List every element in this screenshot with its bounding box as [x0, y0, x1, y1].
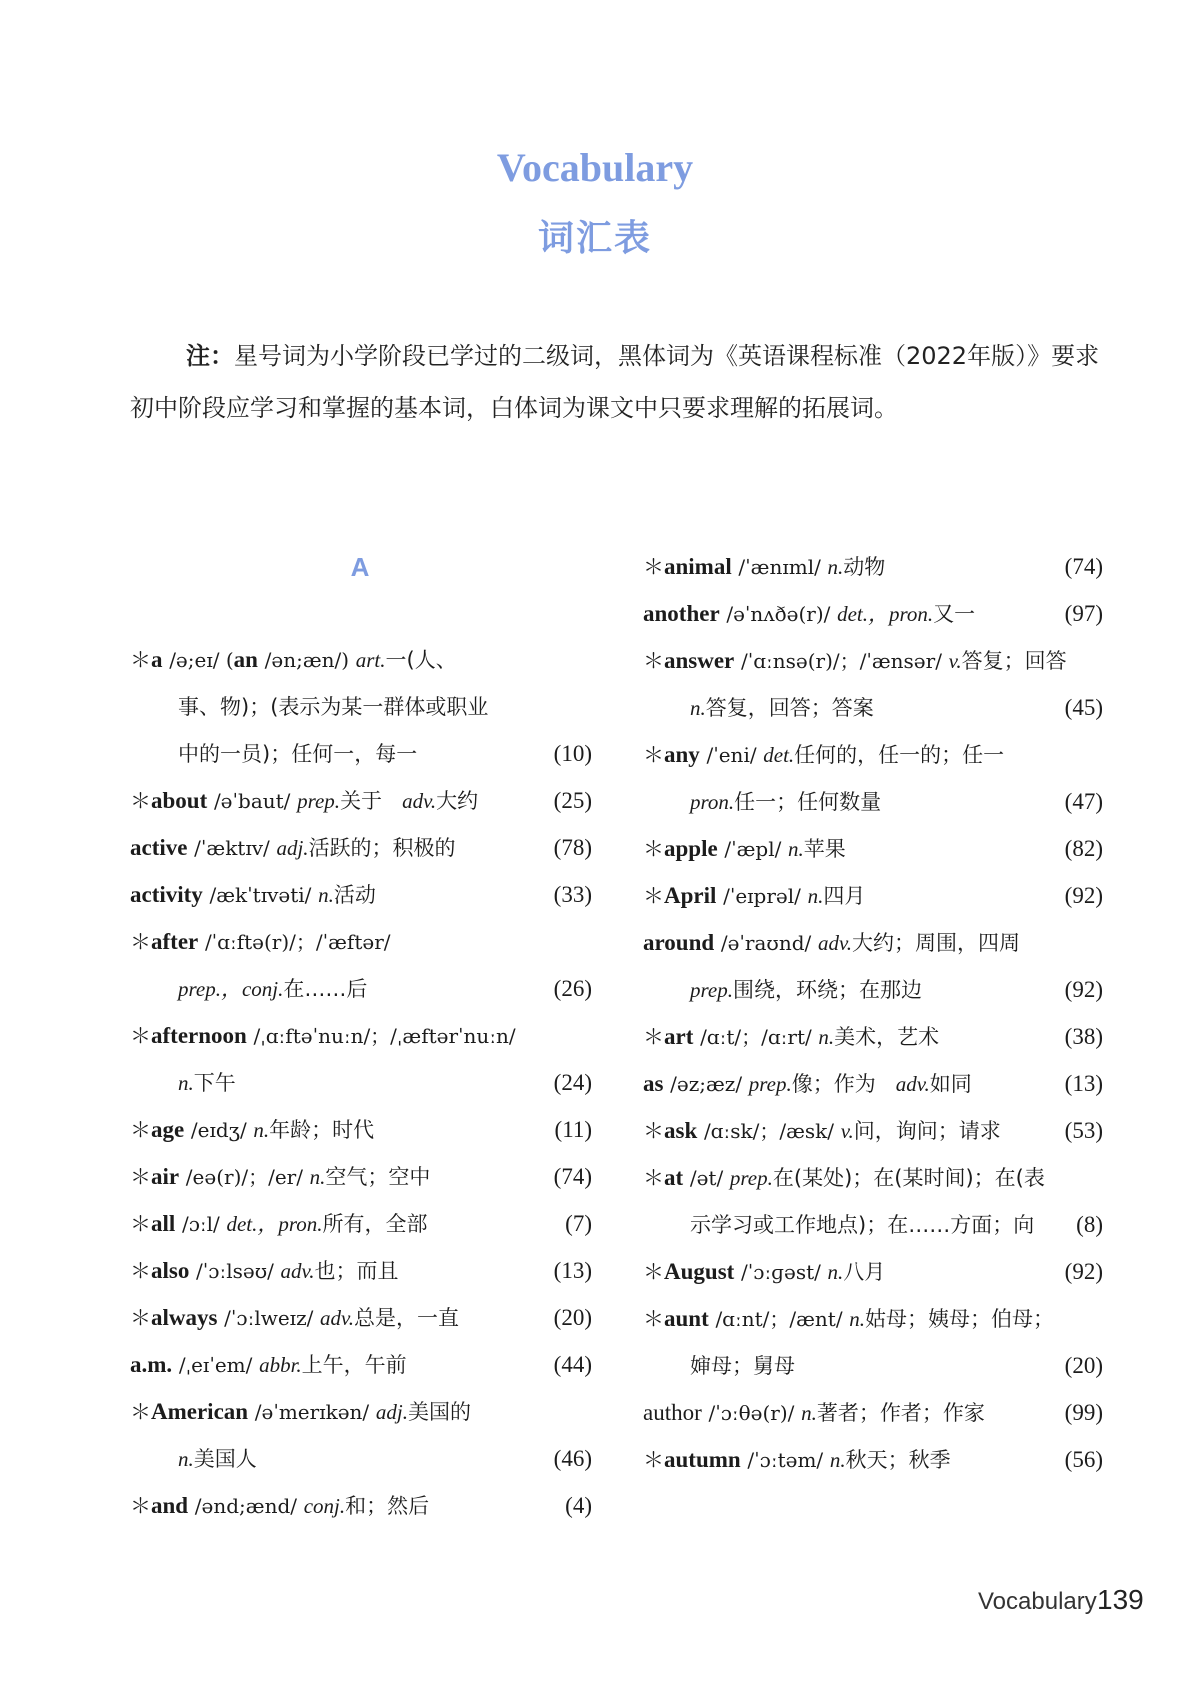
- headword: air: [151, 1164, 180, 1189]
- headword: April: [664, 883, 717, 908]
- definition-2: 如同: [929, 1072, 972, 1096]
- star-mark: ＊: [643, 1260, 664, 1284]
- part-of-speech: adv.: [280, 1259, 315, 1283]
- part-of-speech-2: pron.: [690, 790, 735, 814]
- page-number: 139: [1097, 1584, 1144, 1615]
- part-of-speech: v.: [948, 649, 962, 673]
- page-ref: (4): [565, 1493, 592, 1518]
- star-mark: ＊: [643, 1166, 664, 1190]
- headword: apple: [664, 836, 718, 861]
- page-ref: (13): [553, 1258, 592, 1283]
- phonetic: /ˈɑːnsə(r)/；/ˈænsər/: [740, 649, 942, 673]
- phonetic: /ˈɔːtəm/: [747, 1448, 824, 1472]
- phonetic: /əz;æz/: [670, 1072, 743, 1096]
- definition: 美术，艺术: [834, 1025, 940, 1049]
- page-ref: (25): [553, 788, 592, 813]
- star-mark: ＊: [130, 1259, 151, 1283]
- part-of-speech: n.: [818, 1025, 835, 1049]
- part-of-speech: det.: [763, 743, 795, 767]
- definition: 著者；作者；作家: [816, 1401, 985, 1425]
- headword: ask: [664, 1118, 698, 1143]
- star-mark: ＊: [643, 1448, 664, 1472]
- page-ref: (46): [553, 1446, 592, 1471]
- star-mark: ＊: [643, 743, 664, 767]
- headword: American: [151, 1399, 249, 1424]
- page-ref: (24): [553, 1070, 592, 1095]
- part-of-speech: n.: [807, 884, 824, 908]
- footer-label: Vocabulary: [978, 1588, 1097, 1615]
- part-of-speech-2: n.: [178, 1447, 194, 1471]
- star-mark: ＊: [643, 555, 664, 579]
- part-of-speech: conj.: [303, 1494, 346, 1518]
- headword: at: [664, 1165, 684, 1190]
- phonetic: /ˈæktɪv/: [194, 836, 270, 860]
- part-of-speech: n.: [801, 1401, 817, 1425]
- phonetic: /ɔːl/: [181, 1212, 220, 1236]
- part-of-speech: art.: [355, 648, 386, 672]
- note-label: 注：: [186, 342, 234, 370]
- headword: about: [151, 788, 208, 813]
- headword-variant: an: [233, 647, 258, 672]
- definition: 活跃的；积极的: [308, 836, 456, 860]
- definition-2: 大约: [436, 789, 479, 813]
- page-ref: (82): [1064, 836, 1103, 861]
- definition: 四月: [823, 884, 866, 908]
- definition: 问，询问；请求: [853, 1119, 1001, 1143]
- definition: 在……后: [283, 977, 368, 1001]
- definition: 八月: [843, 1260, 886, 1284]
- headword: any: [664, 742, 700, 767]
- definition: 任何的，任一的；任一: [794, 743, 1005, 767]
- definition-cont: 示学习或工作地点)；在……方面；向: [690, 1213, 1035, 1237]
- star-mark: ＊: [130, 648, 151, 672]
- definition: 年龄；时代: [269, 1118, 375, 1142]
- headword: as: [643, 1071, 664, 1096]
- page-ref: (26): [553, 976, 592, 1001]
- phonetic: /ˌeɪˈem/: [178, 1353, 253, 1377]
- page-ref: (78): [553, 835, 592, 860]
- headword: age: [151, 1117, 185, 1142]
- phonetic: /əˈmerɪkən/: [254, 1400, 370, 1424]
- section-letter: A: [350, 552, 370, 582]
- headword: after: [151, 929, 199, 954]
- star-mark: ＊: [130, 1212, 151, 1236]
- headword: a.m.: [130, 1352, 173, 1377]
- phonetic: /eə(r)/；/er/: [185, 1165, 303, 1189]
- definition-2: 美国人: [193, 1447, 257, 1471]
- definition: 关于: [340, 789, 383, 813]
- part-of-speech-2: adv.: [402, 789, 437, 813]
- page-ref: (8): [1076, 1212, 1103, 1237]
- part-of-speech: adj.: [375, 1400, 408, 1424]
- phonetic: /ɑːnt/；/ænt/: [715, 1307, 843, 1331]
- part-of-speech: n.: [788, 837, 804, 861]
- phonetic: /ˈɑːftə(r)/；/ˈæftər/: [204, 930, 391, 954]
- note-paragraph: [130, 330, 1102, 434]
- part-of-speech: adv.: [817, 931, 852, 955]
- definition: 又一: [933, 602, 976, 626]
- headword: always: [151, 1305, 218, 1330]
- star-mark: ＊: [643, 884, 664, 908]
- page-ref: (20): [1064, 1353, 1103, 1378]
- part-of-speech: n.: [253, 1118, 270, 1142]
- headword: activity: [130, 882, 203, 907]
- phonetic: /ˈɔːlsəʊ/: [196, 1259, 274, 1283]
- definition-cont: 婶母；舅母: [690, 1354, 795, 1378]
- definition: 上午，午前: [301, 1353, 407, 1377]
- star-mark: ＊: [130, 1400, 151, 1424]
- headword: active: [130, 835, 188, 860]
- page-ref: (33): [553, 882, 592, 907]
- page-ref: (97): [1064, 601, 1103, 626]
- phonetic: /ət/: [689, 1166, 724, 1190]
- definition-2: 答复，回答；答案: [705, 696, 874, 720]
- part-of-speech-2: n.: [690, 696, 706, 720]
- definition: 活动: [333, 883, 376, 907]
- page-ref: (13): [1064, 1071, 1103, 1096]
- part-of-speech: prep.，conj.: [178, 977, 284, 1001]
- phonetic: /ənd;ænd/: [194, 1494, 297, 1518]
- definition: 和；然后: [345, 1494, 430, 1518]
- page-ref: (99): [1064, 1400, 1103, 1425]
- definition: 动物: [843, 555, 886, 579]
- phonetic: /ˈeɪprəl/: [723, 884, 801, 908]
- part-of-speech: v.: [840, 1119, 854, 1143]
- part-of-speech: n.: [849, 1307, 866, 1331]
- page-ref: (53): [1064, 1118, 1103, 1143]
- page-ref: (10): [553, 741, 592, 766]
- star-mark: ＊: [130, 1024, 151, 1048]
- phonetic-variant: /ən;æn/): [264, 648, 350, 672]
- definition: 也；而且: [314, 1259, 399, 1283]
- star-mark: ＊: [130, 930, 151, 954]
- definition: 像；作为: [791, 1072, 876, 1096]
- definition-2: 任一；任何数量: [734, 790, 882, 814]
- definition: 下午: [193, 1071, 236, 1095]
- star-mark: ＊: [643, 1307, 664, 1331]
- phonetic: /ˈæpl/: [724, 837, 782, 861]
- headword: another: [643, 601, 720, 626]
- phonetic: /ækˈtɪvəti/: [209, 883, 312, 907]
- part-of-speech: prep.: [729, 1166, 773, 1190]
- definition-cont: 中的一员)；任何一，每一: [178, 742, 418, 766]
- part-of-speech: det.，pron.: [837, 602, 934, 626]
- part-of-speech: prep.: [748, 1072, 792, 1096]
- page-title-en: Vocabulary: [496, 145, 694, 190]
- headword: autumn: [664, 1447, 741, 1472]
- phonetic: /eɪdʒ/: [190, 1118, 247, 1142]
- page-ref: (47): [1064, 789, 1103, 814]
- definition: 秋天；秋季: [845, 1448, 951, 1472]
- phonetic: /ɑːsk/；/æsk/: [703, 1119, 834, 1143]
- definition: 大约；周围，四周: [851, 931, 1020, 955]
- phonetic: /əˈnʌðə(r)/: [726, 602, 831, 626]
- page-ref: (56): [1064, 1447, 1103, 1472]
- part-of-speech-2: adv.: [895, 1072, 930, 1096]
- part-of-speech: n.: [827, 1260, 844, 1284]
- page-ref: (7): [565, 1211, 592, 1236]
- page-ref: (20): [553, 1305, 592, 1330]
- part-of-speech: prep.: [297, 789, 341, 813]
- phonetic: /ə;eɪ/ (: [169, 648, 234, 672]
- star-mark: ＊: [130, 1306, 151, 1330]
- part-of-speech: adj.: [276, 836, 309, 860]
- headword: afternoon: [151, 1023, 247, 1048]
- star-mark: ＊: [643, 649, 664, 673]
- definition: 一(人、: [385, 648, 457, 672]
- star-mark: ＊: [643, 1119, 664, 1143]
- phonetic: /ˈænɪml/: [738, 555, 821, 579]
- part-of-speech: n.: [827, 555, 844, 579]
- headword: and: [151, 1493, 189, 1518]
- headword: art: [664, 1024, 694, 1049]
- definition: 答复；回答: [961, 649, 1067, 673]
- star-mark: ＊: [643, 837, 664, 861]
- page-ref: (92): [1064, 883, 1103, 908]
- definition: 所有，全部: [322, 1212, 428, 1236]
- star-mark: ＊: [130, 1118, 151, 1142]
- definition: 空气；空中: [325, 1165, 431, 1189]
- page-ref: (92): [1064, 1259, 1103, 1284]
- definition-2: 围绕，环绕；在那边: [732, 978, 922, 1002]
- definition: 总是，一直: [354, 1306, 460, 1330]
- star-mark: ＊: [130, 789, 151, 813]
- star-mark: ＊: [130, 1165, 151, 1189]
- headword: all: [151, 1211, 176, 1236]
- page-ref: (74): [1064, 554, 1103, 579]
- part-of-speech-2: prep.: [690, 978, 733, 1002]
- definition: 姑母；姨母；伯母；: [865, 1307, 1055, 1331]
- definition: 苹果: [803, 837, 846, 861]
- phonetic: /ˈɔːlweɪz/: [224, 1306, 314, 1330]
- headword: a: [151, 647, 163, 672]
- headword: author: [643, 1400, 702, 1425]
- definition: 美国的: [407, 1400, 471, 1424]
- phonetic: /ˈeni/: [706, 743, 757, 767]
- headword: also: [151, 1258, 190, 1283]
- part-of-speech: n.: [318, 883, 334, 907]
- star-mark: ＊: [643, 1025, 664, 1049]
- note-text: 星号词为小学阶段已学过的二级词，黑体词为《英语课程标准（2022年版）》要求初中阶段应学习和掌握的基本词，白体词为课文中只要求理解的拓展词。: [130, 342, 1100, 422]
- phonetic: /ˈɔːθə(r)/: [708, 1401, 795, 1425]
- star-mark: ＊: [130, 1494, 151, 1518]
- headword: animal: [664, 554, 732, 579]
- phonetic: /əˈbaut/: [213, 789, 291, 813]
- page-ref: (11): [554, 1117, 592, 1142]
- part-of-speech: abbr.: [259, 1353, 302, 1377]
- part-of-speech: n.: [178, 1071, 194, 1095]
- page-ref: (44): [553, 1352, 592, 1377]
- page-ref: (45): [1064, 695, 1103, 720]
- page-title-cn: 词汇表: [537, 218, 652, 259]
- headword: around: [643, 930, 715, 955]
- phonetic: /əˈraʊnd/: [720, 931, 812, 955]
- phonetic: /ɑːt/；/ɑːrt/: [700, 1025, 812, 1049]
- part-of-speech: adv.: [320, 1306, 355, 1330]
- definition-cont: 事、物)；(表示为某一群体或职业: [178, 695, 489, 719]
- part-of-speech: n.: [829, 1448, 846, 1472]
- page-ref: (92): [1064, 977, 1103, 1002]
- definition: 在(某处)；在(某时间)；在(表: [772, 1166, 1045, 1190]
- page-ref: (74): [553, 1164, 592, 1189]
- part-of-speech: det.，pron.: [226, 1212, 323, 1236]
- part-of-speech: n.: [309, 1165, 326, 1189]
- headword: answer: [664, 648, 735, 673]
- phonetic: /ˌɑːftəˈnuːn/；/ˌæftərˈnuːn/: [253, 1024, 516, 1048]
- page-ref: (38): [1064, 1024, 1103, 1049]
- headword: aunt: [664, 1306, 709, 1331]
- phonetic: /ˈɔːɡəst/: [741, 1260, 821, 1284]
- headword: August: [664, 1259, 735, 1284]
